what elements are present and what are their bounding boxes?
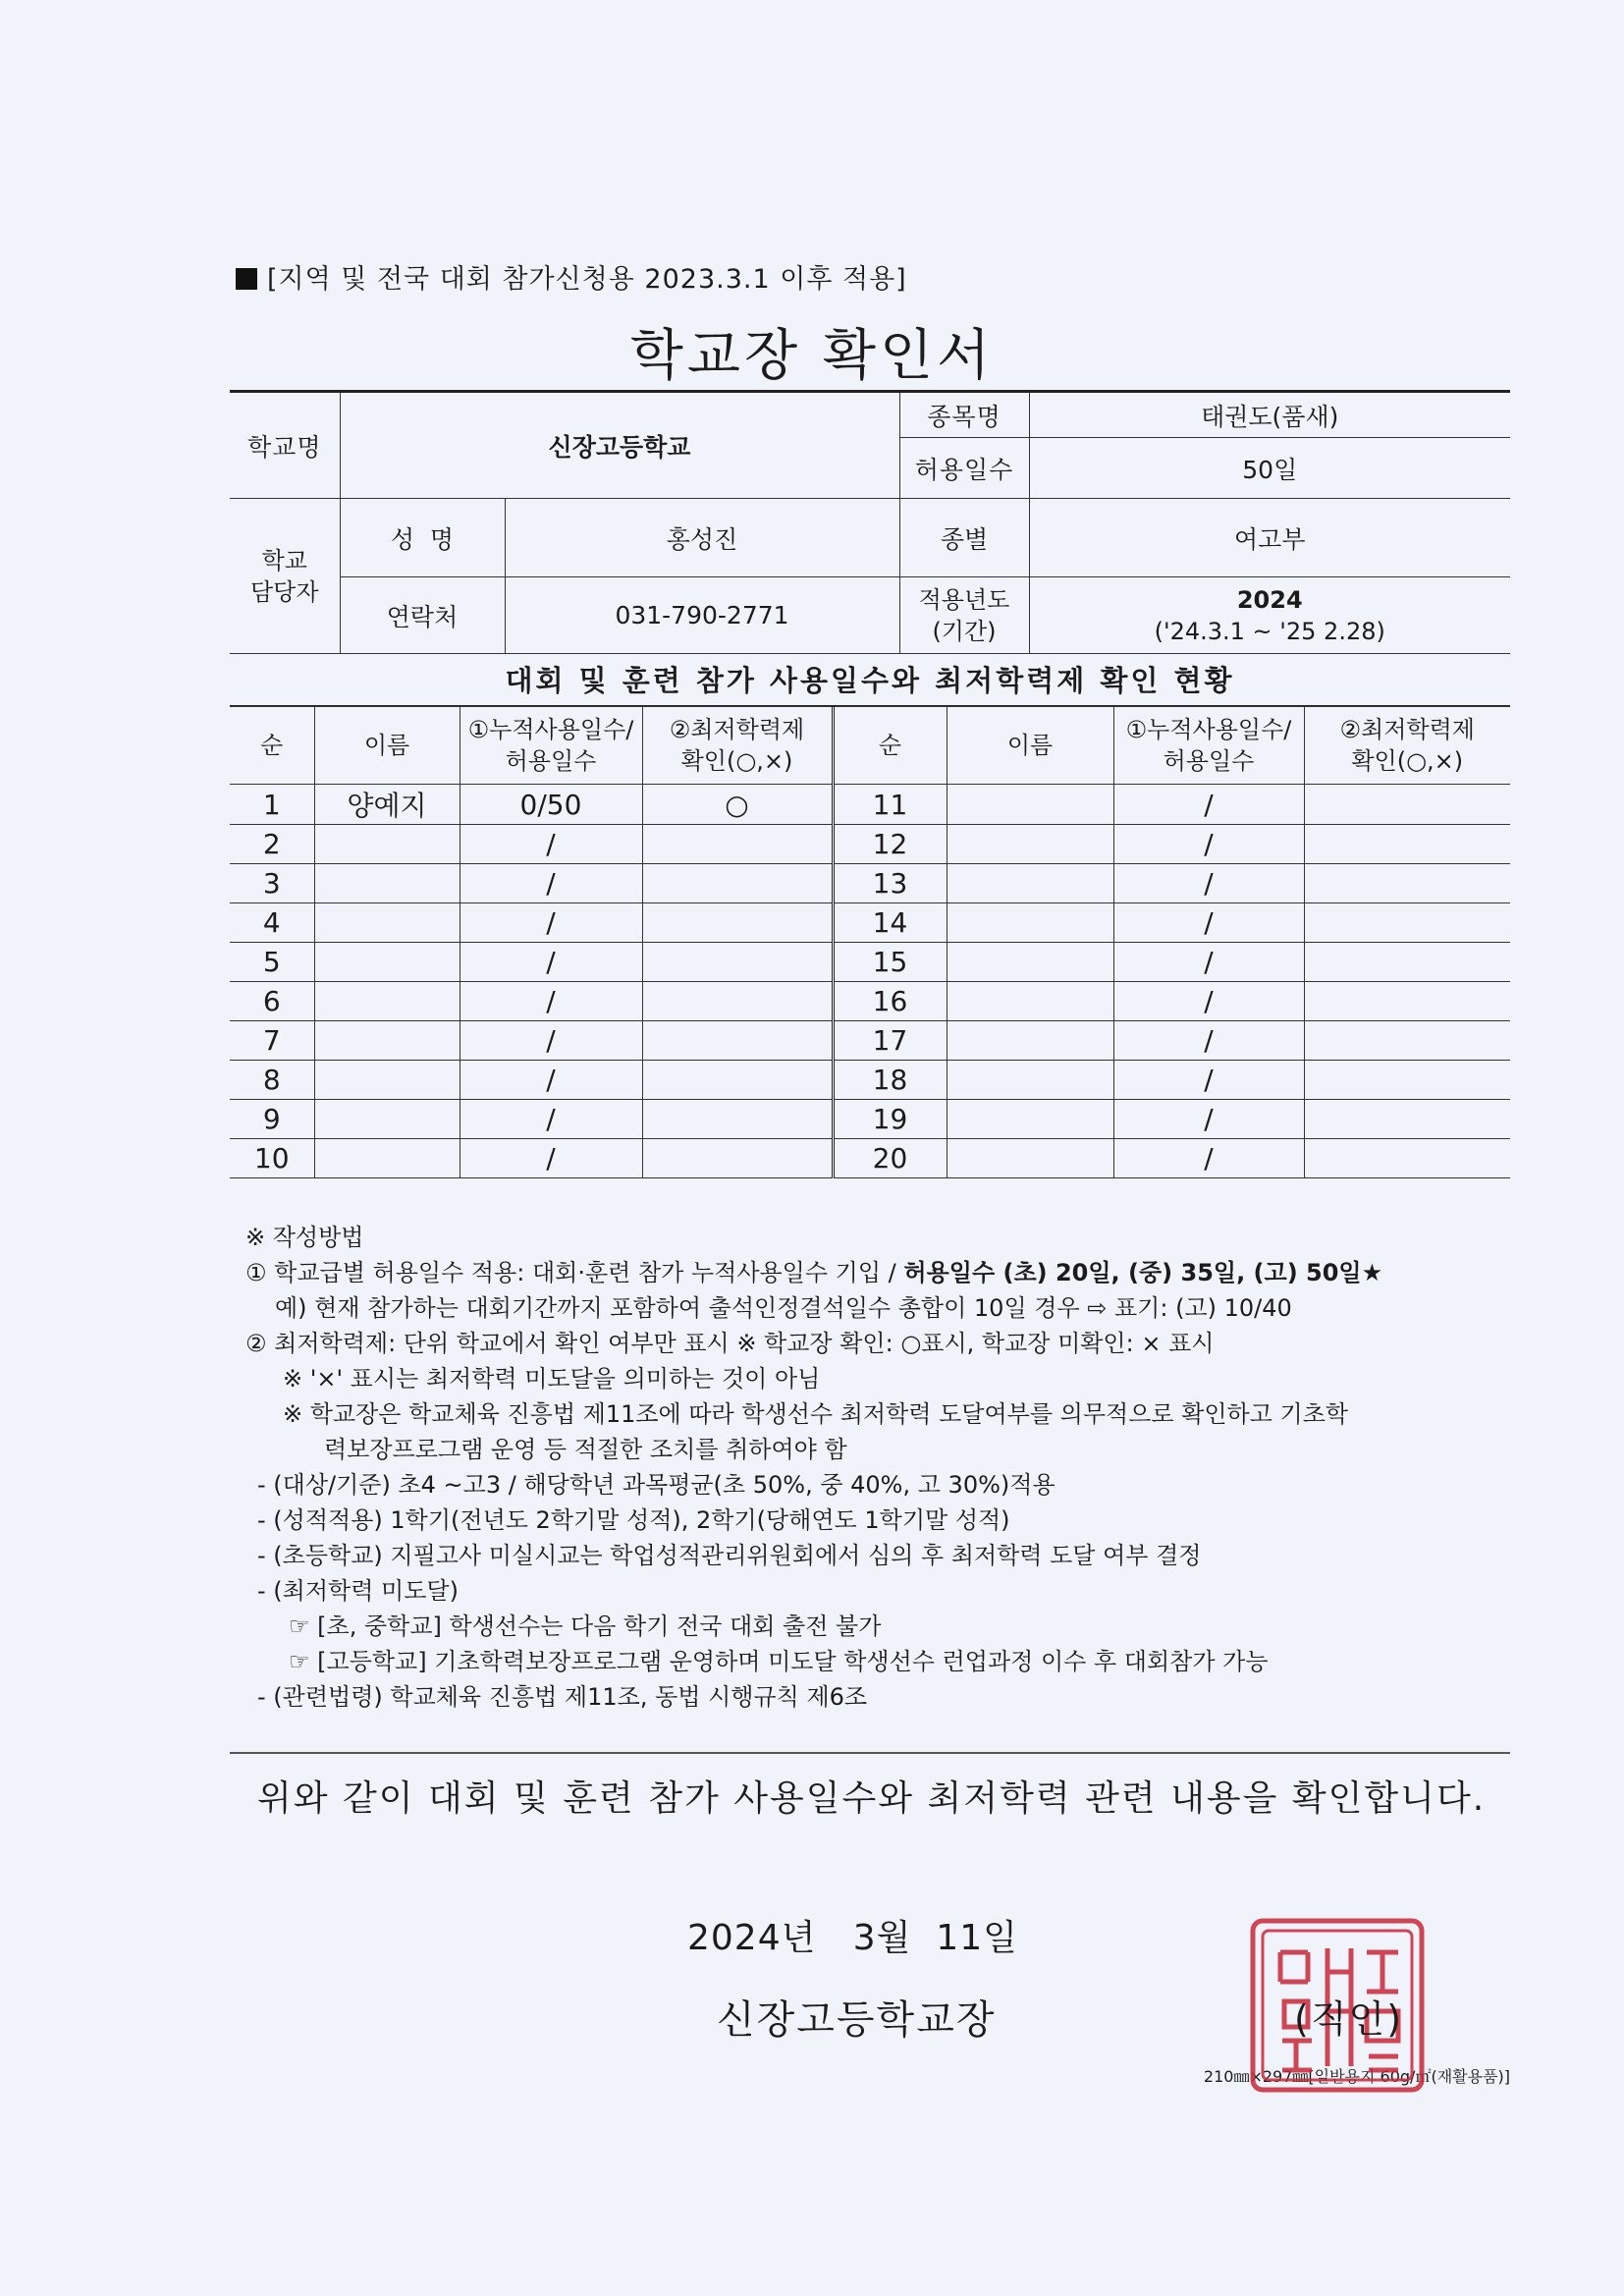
- student-name: [947, 825, 1113, 864]
- academic-check: [642, 1021, 833, 1061]
- year-label: 적용년도 (기간): [899, 577, 1029, 654]
- criteria-target: - (대상/기준) 초4 ~고3 / 해당학년 과목평균(초 50%, 중 40%, 고 30%)적용: [257, 1471, 1056, 1499]
- instruction-2: ② 최저학력제: 단위 학교에서 확인 여부만 표시 ※ 학교장 확인: ○표시, 학교장 미확인: × 표시: [245, 1330, 1215, 1357]
- row-no: 4: [230, 903, 314, 943]
- instruction-1-example: 예) 현재 참가하는 대회기간까지 포함하여 출석인정결석일수 총합이 10일 경우 ⇨ 표기: (고) 10/40: [275, 1294, 1292, 1322]
- roster-row: [230, 864, 1510, 903]
- days-used: /: [460, 982, 642, 1021]
- row-no: 14: [833, 903, 947, 943]
- academic-check: [1304, 864, 1510, 903]
- roster-row: [230, 785, 1510, 825]
- row-no: 7: [230, 1021, 314, 1061]
- student-name: [314, 1139, 460, 1178]
- days-used: /: [1113, 1061, 1304, 1100]
- academic-check: ○: [642, 785, 833, 825]
- black-square-icon: [236, 268, 257, 290]
- academic-check: [642, 943, 833, 982]
- days-used: /: [1113, 982, 1304, 1021]
- instruction-2-note-a: ※ '×' 표시는 최저학력 미도달을 의미하는 것이 아님: [283, 1365, 821, 1393]
- phone-value: 031-790-2771: [505, 577, 899, 654]
- row-no: 18: [833, 1061, 947, 1100]
- academic-check: [642, 825, 833, 864]
- header-name: 이름: [314, 707, 460, 785]
- sport-value: 태권도(품새): [1029, 392, 1510, 438]
- days-used: /: [1113, 785, 1304, 825]
- days-used: 0/50: [460, 785, 642, 825]
- allowed-days-label: 허용일수: [899, 438, 1029, 499]
- student-name: 양예지: [314, 785, 460, 825]
- academic-check: [1304, 903, 1510, 943]
- days-used: /: [460, 825, 642, 864]
- academic-check: [642, 864, 833, 903]
- school-info-table: [230, 390, 1510, 654]
- academic-check: [1304, 982, 1510, 1021]
- row-no: 13: [833, 864, 947, 903]
- academic-check: [1304, 825, 1510, 864]
- header-no: 순: [833, 707, 947, 785]
- academic-check: [642, 903, 833, 943]
- academic-check: [1304, 943, 1510, 982]
- row-no: 20: [833, 1139, 947, 1178]
- student-name: [947, 864, 1113, 903]
- confirmation-text: 위와 같이 대회 및 훈련 참가 사용일수와 최저학력 관련 내용을 확인합니다.: [257, 1778, 1487, 1819]
- student-name: [314, 864, 460, 903]
- days-used: /: [460, 943, 642, 982]
- row-no: 12: [833, 825, 947, 864]
- school-label: 학교명: [230, 392, 340, 499]
- row-no: 19: [833, 1100, 947, 1139]
- year-period: ('24.3.1 ~ '25 2.28): [1154, 617, 1385, 645]
- student-name: [314, 825, 460, 864]
- student-name: [314, 982, 460, 1021]
- year-value: 2024: [1236, 585, 1303, 614]
- header-name: 이름: [947, 707, 1113, 785]
- instruction-2-note-b: ※ 학교장은 학교체육 진흥법 제11조에 따라 학생선수 최저학력 도달여부를 의무적으로 확인하고 기초학: [283, 1400, 1349, 1428]
- roster-row: [230, 1061, 1510, 1100]
- instructions-heading: ※ 작성방법: [245, 1224, 364, 1251]
- criteria-law: - (관련법령) 학교체육 진흥법 제11조, 동법 시행규칙 제6조: [257, 1683, 868, 1711]
- academic-check: [1304, 1061, 1510, 1100]
- seal-label: (직인): [1294, 1997, 1404, 2041]
- row-no: 8: [230, 1061, 314, 1100]
- paper-spec-note: 210㎜×297㎜[일반용지 60g/㎡(재활용품)]: [1203, 2067, 1510, 2086]
- row-no: 16: [833, 982, 947, 1021]
- student-name: [314, 943, 460, 982]
- principal-name: 신장고등학교장: [717, 1997, 997, 2043]
- roster-row: [230, 982, 1510, 1021]
- student-name: [314, 1061, 460, 1100]
- status-title: 대회 및 훈련 참가 사용일수와 최저학력제 확인 현황: [230, 656, 1510, 707]
- roster-header-row: [230, 707, 1510, 785]
- header-check: ②최저학력제 확인(○,×): [1304, 707, 1510, 785]
- criteria-grades: - (성적적용) 1학기(전년도 2학기말 성적), 2학기(당해연도 1학기말 성적): [257, 1506, 1010, 1534]
- academic-check: [642, 1061, 833, 1100]
- issue-date: 2024년 3월 11일: [687, 1918, 1018, 1958]
- days-used: /: [1113, 1021, 1304, 1061]
- row-no: 2: [230, 825, 314, 864]
- row-no: 9: [230, 1100, 314, 1139]
- days-used: /: [1113, 1139, 1304, 1178]
- student-name: [947, 903, 1113, 943]
- roster-table: [230, 706, 1510, 1178]
- days-used: /: [1113, 825, 1304, 864]
- contact-group-label: 학교 담당자: [230, 499, 340, 654]
- separator-line: [230, 1752, 1510, 1754]
- allowed-days-value: 50일: [1029, 438, 1510, 499]
- student-name: [947, 982, 1113, 1021]
- student-name: [947, 1021, 1113, 1061]
- student-name: [314, 903, 460, 943]
- instruction-2-note-b-cont: 력보장프로그램 운영 등 적절한 조치를 취하여야 함: [324, 1436, 847, 1463]
- row-no: 11: [833, 785, 947, 825]
- student-name: [947, 1061, 1113, 1100]
- row-no: 1: [230, 785, 314, 825]
- header-no: 순: [230, 707, 314, 785]
- roster-row: [230, 1100, 1510, 1139]
- header-days: ①누적사용일수/ 허용일수: [1113, 707, 1304, 785]
- academic-check: [1304, 785, 1510, 825]
- student-name: [947, 943, 1113, 982]
- instructions: [245, 1220, 1522, 1715]
- student-name: [947, 1139, 1113, 1178]
- academic-check: [642, 1100, 833, 1139]
- header-check: ②최저학력제 확인(○,×): [642, 707, 833, 785]
- roster-row: [230, 903, 1510, 943]
- header-days: ①누적사용일수/ 허용일수: [460, 707, 642, 785]
- document-title: 학교장 확인서: [629, 324, 995, 388]
- days-used: /: [1113, 864, 1304, 903]
- days-used: /: [460, 864, 642, 903]
- days-used: /: [460, 903, 642, 943]
- roster-row: [230, 1139, 1510, 1178]
- days-used: /: [460, 1021, 642, 1061]
- criteria-unmet-high: ☞ [고등학교] 기초학력보장프로그램 운영하며 미도달 학생선수 런업과정 이수 후 대회참가 가능: [289, 1648, 1269, 1675]
- academic-check: [1304, 1021, 1510, 1061]
- student-name: [947, 1100, 1113, 1139]
- instruction-1: ① 학교급별 허용일수 적용: 대회·훈련 참가 누적사용일수 기입 / 허용일수 (초) 20일, (중) 35일, (고) 50일★: [245, 1259, 1383, 1286]
- roster-row: [230, 825, 1510, 864]
- student-name: [314, 1021, 460, 1061]
- student-name: [947, 785, 1113, 825]
- name-value: 홍성진: [505, 499, 899, 577]
- sport-label: 종목명: [899, 392, 1029, 438]
- row-no: 10: [230, 1139, 314, 1178]
- school-value: 신장고등학교: [340, 392, 899, 499]
- criteria-elementary: - (초등학교) 지필고사 미실시교는 학업성적관리위원회에서 심의 후 최저학력 도달 여부 결정: [257, 1542, 1202, 1569]
- category-label: 종별: [899, 499, 1029, 577]
- days-used: /: [460, 1100, 642, 1139]
- category-value: 여고부: [1029, 499, 1510, 577]
- days-used: /: [1113, 1100, 1304, 1139]
- roster-row: [230, 1021, 1510, 1061]
- academic-check: [642, 982, 833, 1021]
- name-label: 성 명: [340, 499, 505, 577]
- days-used: /: [1113, 943, 1304, 982]
- row-no: 3: [230, 864, 314, 903]
- academic-check: [1304, 1100, 1510, 1139]
- phone-label: 연락처: [340, 577, 505, 654]
- row-no: 17: [833, 1021, 947, 1061]
- academic-check: [642, 1139, 833, 1178]
- row-no: 6: [230, 982, 314, 1021]
- roster-row: [230, 943, 1510, 982]
- row-no: 5: [230, 943, 314, 982]
- days-used: /: [1113, 903, 1304, 943]
- row-no: 15: [833, 943, 947, 982]
- criteria-unmet: - (최저학력 미도달): [257, 1577, 459, 1605]
- criteria-unmet-middle: ☞ [초, 중학교] 학생선수는 다음 학기 전국 대회 출전 불가: [289, 1613, 882, 1640]
- year-cell: [1029, 577, 1510, 654]
- days-used: /: [460, 1139, 642, 1178]
- student-name: [314, 1100, 460, 1139]
- days-used: /: [460, 1061, 642, 1100]
- academic-check: [1304, 1139, 1510, 1178]
- form-tag: [지역 및 전국 대회 참가신청용 2023.3.1 이후 적용]: [236, 257, 907, 296]
